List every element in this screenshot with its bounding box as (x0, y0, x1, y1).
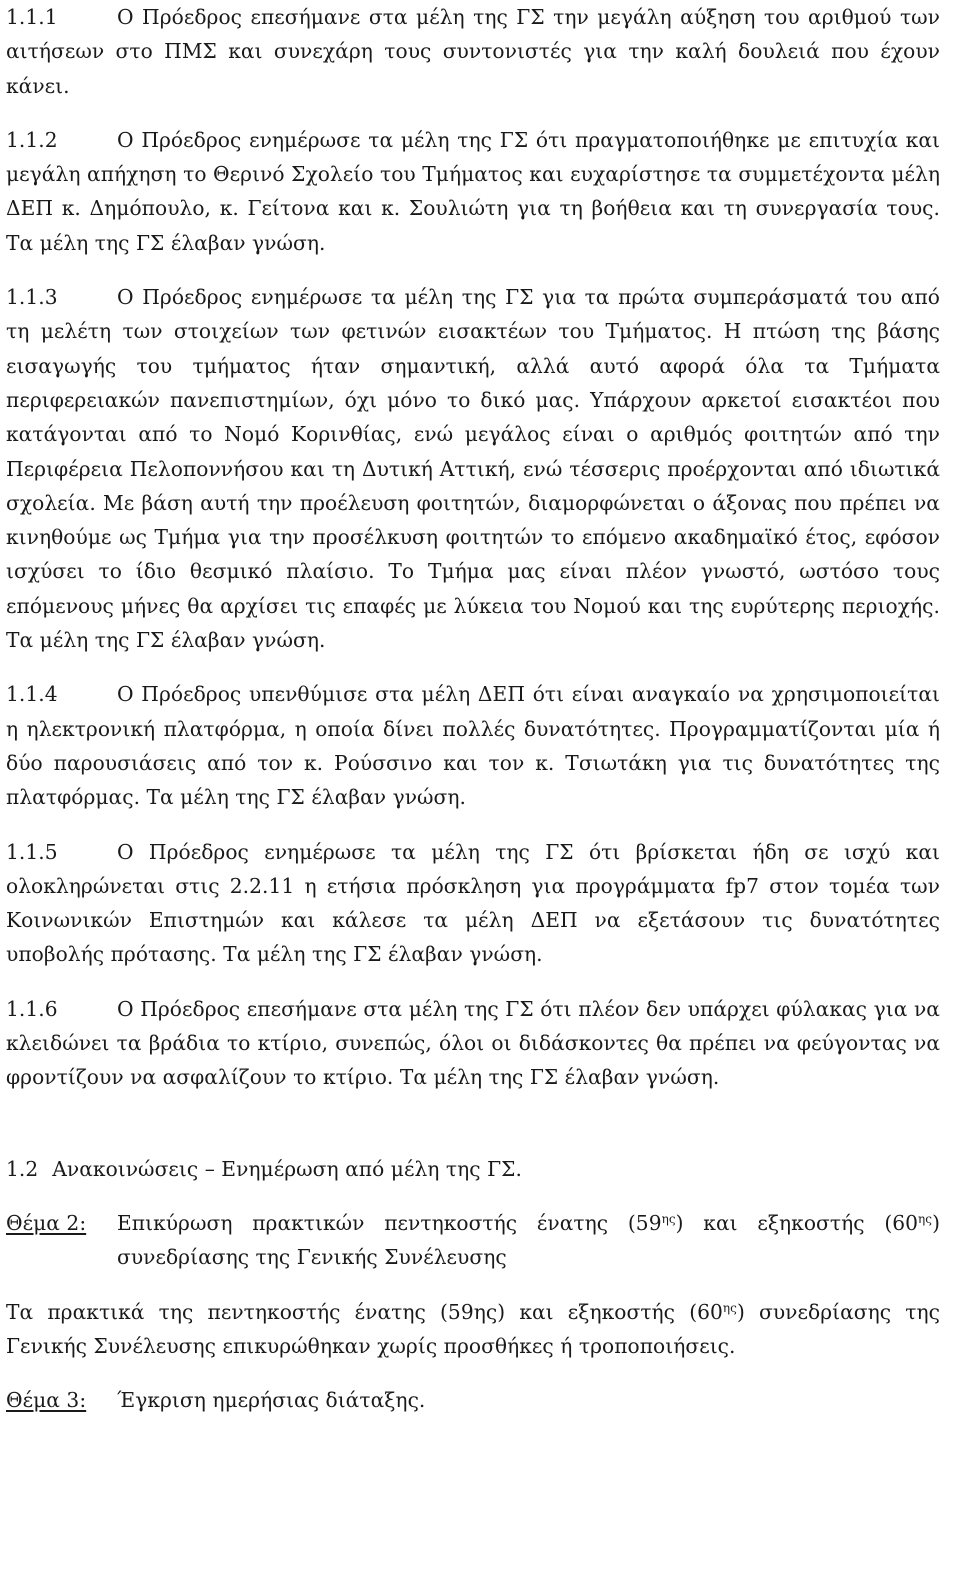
document-page (6, 0, 940, 1417)
item-1-1-6 (6, 992, 940, 1095)
item-1-1-3 (6, 280, 940, 657)
item-text: Ο Πρόεδρος ενημέρωσε τα μέλη της ΓΣ ότι βρίσκεται ήδη σε ισχύ και ολοκληρώνεται στις 2.2.11 η ετήσια πρόσκληση για προγράμματα fp7 στον τομέα των Κοινωνικών Επιστημών και κάλεσε τα μέλη ΔΕΠ να εξετάσουν τις δυνατότητες υποβολής πρότασης. Τα μέλη της ΓΣ έλαβαν γνώση. (6, 839, 940, 967)
item-text: Ο Πρόεδρος ενημέρωσε τα μέλη της ΓΣ για τα πρώτα συμπεράσματά του από τη μελέτη των στοιχείων των φετινών εισακτέων του Τμήματος. Η πτώση της βάσης εισαγωγής του τμήματος ήταν σημαντική, αλλά αυτό αφορά όλα τα Τμήματα περιφερειακών πανεπιστημίων, όχι μόνο το δικό μας. Υπάρχουν αρκετοί εισακτέοι που κατάγονται από το Νομό Κορινθίας, ενώ μεγάλος είναι ο αριθμός φοιτητών από την Περιφέρεια Πελοποννήσου και τη Δυτική Αττική, ενώ τέσσερις προέρχονται από ιδιωτικά σχολεία. Με βάση αυτή την προέλευση φοιτητών, διαμορφώνεται ο άξονας που πρέπει να κινηθούμε ως Τμήμα για την προσέλκυση φοιτητών το επόμενο ακαδημαϊκό έτος, εφόσον ισχύσει το ίδιο θεσμικό πλαίσιο. Το Τμήμα μας είναι πλέον γνωστό, ωστόσο τους επόμενους μήνες θα αρχίσει τις επαφές με λύκεια του Νομού και της ευρύτερης περιοχής. Τα μέλη της ΓΣ έλαβαν γνώση. (6, 285, 940, 653)
topic-2 (6, 1206, 940, 1275)
topic-title: Έγκριση ημερήσιας διάταξης. (117, 1388, 426, 1413)
item-text: Ο Πρόεδρος επεσήμανε στα μέλη της ΓΣ ότι πλέον δεν υπάρχει φύλακας για να κλειδώνει τα βράδια το κτίριο, συνεπώς, όλοι οι διδάσκοντες θα πρέπει να φεύγοντας να φροντίζουν να ασφαλίζουν το κτίριο. Τα μέλη της ΓΣ έλαβαν γνώση. (6, 996, 940, 1090)
item-number: 1.1.1 (6, 5, 58, 29)
item-number: 1.1.3 (6, 285, 58, 310)
item-1-1-5 (6, 835, 940, 972)
item-1-1-4 (6, 677, 940, 814)
item-1-1-2 (6, 123, 940, 260)
topic-3 (6, 1383, 940, 1417)
item-1-1-1 (6, 0, 940, 103)
item-number: 1.1.5 (6, 839, 58, 864)
item-number: 1.1.4 (6, 682, 58, 707)
item-text: Ο Πρόεδρος υπενθύμισε στα μέλη ΔΕΠ ότι είναι αναγκαίο να χρησιμοποιείται η ηλεκτρονική πλατφόρμα, η οποία δίνει πολλές δυνατότητες. Προγραμματίζονται μία ή δύο παρουσιάσεις από τον κ. Ρούσσινο και τον κ. Τσιωτάκη για τις δυνατότητες της πλατφόρμας. Τα μέλη της ΓΣ έλαβαν γνώση. (6, 682, 940, 810)
topic-2-body: Τα πρακτικά της πεντηκοστής ένατης (59ης) και εξηκοστής $(60^{\eta\varsigma})$ συνεδρίασης της Γενικής Συνέλευσης επικυρώθηκαν χωρίς προσθήκες ή τροποποιήσεις. (6, 1299, 940, 1358)
topic-label: Θέμα 2: (6, 1210, 87, 1235)
item-text: Ο Πρόεδρος επεσήμανε στα μέλη της ΓΣ την μεγάλη αύξηση του αριθμού των αιτήσεων στο ΠΜΣ και συνεχάρη τους συντονιστές για την καλή δουλειά που έχουν κάνει. (6, 5, 940, 98)
section-heading (6, 1152, 940, 1186)
item-text: Ο Πρόεδρος ενημέρωσε τα μέλη της ΓΣ ότι πραγματοποιήθηκε με επιτυχία και μεγάλη απήχηση το Θερινό Σχολείο του Τμήματος και ευχαρίστησε τα συμμετέχοντα μέλη ΔΕΠ κ. Δημόπουλο, κ. Γείτονα και κ. Σουλιώτη για τη βοήθεια και τη συνεργασία τους. Τα μέλη της ΓΣ έλαβαν γνώση. (6, 127, 940, 255)
item-number: 1.1.6 (6, 996, 58, 1021)
section-title: Ανακοινώσεις – Ενημέρωση από μέλη της ΓΣ. (52, 1156, 522, 1181)
item-number: 1.1.2 (6, 127, 58, 152)
section-number: 1.2 (6, 1156, 39, 1181)
topic-label: Θέμα 3: (6, 1388, 87, 1413)
topic-title: Επικύρωση πρακτικών πεντηκοστής ένατης $(59^{\eta\varsigma})$ και εξηκοστής $(60^{\eta\varsigma})$ συνεδρίασης της Γενικής Συνέλευσης (117, 1210, 940, 1270)
